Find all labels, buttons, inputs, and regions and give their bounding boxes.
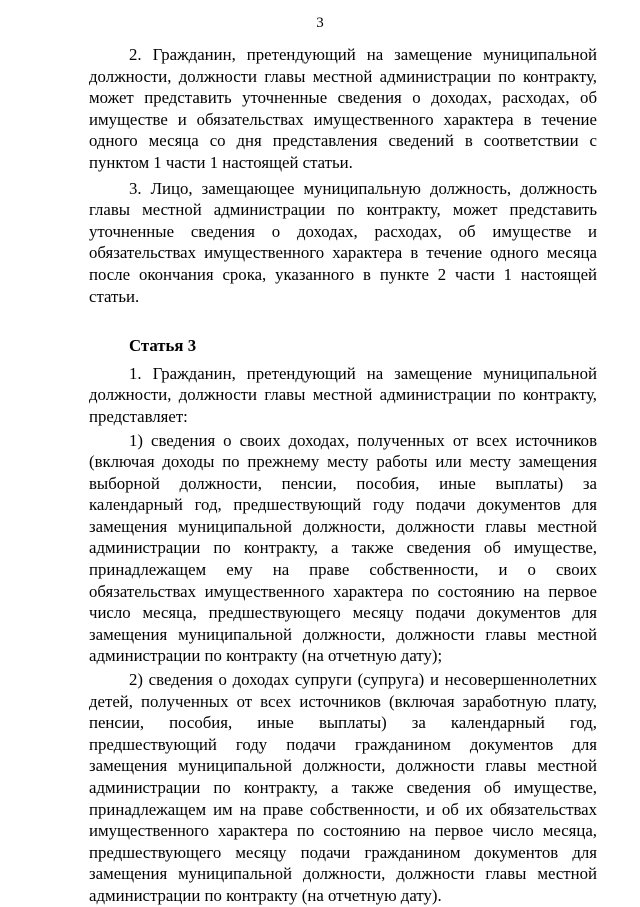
document-body (89, 44, 597, 907)
article-item-2: 2) сведения о доходах супруги (супруга) и несовершеннолетних детей, полученных от всех источников (включая заработную плату, пенсии, пособия, иные выплаты) за календарный год, предшествующий году подачи гражданином документов для замещения муниципальной должности, должности главы местной администрации по контракту, а также сведения об имуществе, принадлежащем им на праве собственности, и об их обязательствах имущественного характера по состоянию на первое число месяца, предшествующего месяцу подачи гражданином документов для замещения муниципальной должности, должности главы местной администрации по контракту (на отчетную дату). (89, 670, 597, 905)
paragraph-2: 2. Гражданин, претендующий на замещение муниципальной должности, должности главы местной администрации по контракту, может представить уточненные сведения о доходах, расходах, об имуществе и обязательствах имущественного характера в течение одного месяца со дня представления сведений в соответствии с пунктом 1 части 1 настоящей статьи. (89, 45, 597, 172)
article-item-1: 1) сведения о своих доходах, полученных от всех источников (включая доходы по прежнему месту работы или месту замещения выборной должности, пенсии, пособия, иные выплаты) за календарный год, предшествующий году подачи документов для замещения муниципальной должности, должности главы местной администрации по контракту, а также сведения об имуществе, принадлежащем ему на праве собственности, и о своих обязательствах имущественного характера по состоянию на первое число месяца, предшествующего месяцу подачи документов для замещения муниципальной должности, должности главы местной администрации по контракту (на отчетную дату); (89, 430, 597, 666)
article-paragraph-1: 1. Гражданин, претендующий на замещение муниципальной должности, должности главы местной администрации по контракту, представляет: (89, 363, 597, 426)
paragraph-3: 3. Лицо, замещающее муниципальную должность, должность главы местной администрации по контракту, может представить уточненные сведения о доходах, расходах, об имуществе и обязательствах имущественного характера в течение одного месяца после окончания срока, указанного в пункте 2 части 1 настоящей статьи. (89, 178, 597, 306)
page-number: 3 (316, 15, 324, 31)
article-heading: Статья 3 (129, 336, 197, 356)
